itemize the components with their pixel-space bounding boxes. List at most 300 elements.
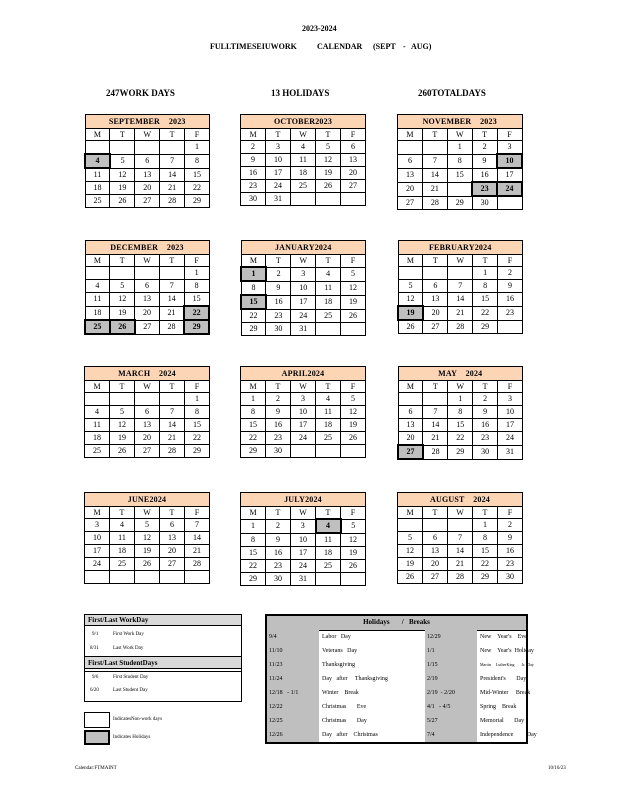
weekday-header: T bbox=[110, 129, 135, 141]
day-cell: 25 bbox=[110, 558, 135, 571]
weekday-header: F bbox=[341, 255, 366, 268]
weekday-header: W bbox=[135, 507, 160, 519]
day-cell: 14 bbox=[448, 293, 473, 307]
day-cell bbox=[341, 445, 366, 458]
day-cell: 29 bbox=[185, 445, 210, 458]
day-cell: 2 bbox=[472, 141, 497, 155]
day-cell: 28 bbox=[422, 196, 447, 210]
day-cell bbox=[110, 393, 135, 406]
day-cell: 14 bbox=[160, 168, 185, 182]
day-cell: 25 bbox=[291, 180, 316, 193]
day-cell: 5 bbox=[110, 154, 135, 168]
day-cell: 17 bbox=[291, 295, 316, 309]
holiday-name: Winter Break bbox=[322, 690, 359, 696]
day-cell: 27 bbox=[398, 196, 423, 210]
weekday-header: F bbox=[498, 381, 523, 393]
day-cell: 17 bbox=[498, 419, 523, 432]
day-cell bbox=[398, 519, 423, 532]
weekday-header: T bbox=[472, 129, 497, 141]
last-work-day-date: 8/31 bbox=[90, 646, 99, 651]
day-cell: 3 bbox=[85, 519, 110, 532]
month-title: APRIL2024 bbox=[241, 367, 366, 381]
day-cell: 19 bbox=[341, 419, 366, 432]
weekday-header: M bbox=[85, 507, 110, 519]
weekday-header: T bbox=[316, 129, 341, 141]
day-cell: 9 bbox=[472, 154, 497, 168]
day-cell: 30 bbox=[266, 323, 291, 336]
holidays-total: 13 HOLIDAYS bbox=[271, 88, 330, 98]
day-cell: 13 bbox=[398, 168, 423, 182]
day-cell: 14 bbox=[422, 168, 447, 182]
weekday-header: T bbox=[473, 507, 498, 519]
holiday-date: 11/24 bbox=[267, 672, 319, 686]
last-student-day-label: Last Student Day bbox=[113, 688, 148, 693]
weekday-header: F bbox=[184, 255, 209, 267]
day-cell: 21 bbox=[423, 432, 448, 446]
day-cell: 6 bbox=[135, 280, 160, 293]
day-cell: 23 bbox=[241, 180, 266, 193]
day-cell: 21 bbox=[160, 182, 185, 195]
day-cell: 14 bbox=[423, 419, 448, 432]
day-cell: 15 bbox=[473, 545, 498, 558]
holiday-day-cell: 10 bbox=[497, 154, 522, 168]
weekday-header: W bbox=[448, 381, 473, 393]
month-title: DECEMBER 2023 bbox=[85, 241, 209, 255]
day-cell: 28 bbox=[448, 571, 473, 584]
day-cell: 22 bbox=[448, 432, 473, 446]
weekday-header: M bbox=[241, 507, 266, 520]
day-cell: 12 bbox=[316, 154, 341, 167]
day-cell: 6 bbox=[160, 519, 185, 532]
day-cell bbox=[398, 267, 423, 280]
day-cell: 11 bbox=[85, 168, 110, 182]
holidays-breaks-title: Holidays / Breaks bbox=[267, 616, 526, 631]
work-days-total: 247WORK DAYS bbox=[106, 88, 175, 98]
month-title: SEPTEMBER 2023 bbox=[85, 115, 210, 129]
weekday-header: T bbox=[160, 129, 185, 141]
day-cell: 3 bbox=[266, 141, 291, 154]
day-cell: 2 bbox=[266, 519, 291, 533]
day-cell: 3 bbox=[291, 519, 316, 533]
holiday-date: 7/4 bbox=[425, 728, 477, 742]
holiday-name: New Year's Eve bbox=[480, 634, 527, 640]
legend-box bbox=[84, 614, 242, 672]
weekday-header: F bbox=[498, 255, 523, 267]
day-cell: 4 bbox=[85, 406, 110, 419]
day-cell: 9 bbox=[473, 406, 498, 419]
day-cell: 19 bbox=[135, 545, 160, 558]
month-calendar bbox=[240, 492, 366, 586]
month-calendar bbox=[84, 240, 210, 335]
day-cell: 23 bbox=[473, 432, 498, 446]
day-cell: 26 bbox=[398, 571, 423, 584]
day-cell bbox=[497, 196, 522, 210]
day-cell: 27 bbox=[423, 571, 448, 584]
day-cell: 17 bbox=[497, 168, 522, 182]
weekday-header: M bbox=[241, 381, 266, 393]
day-cell bbox=[423, 519, 448, 532]
weekday-header: T bbox=[160, 381, 185, 393]
day-cell: 29 bbox=[473, 571, 498, 584]
weekday-header: F bbox=[498, 507, 523, 519]
day-cell: 31 bbox=[291, 323, 316, 336]
day-cell bbox=[159, 267, 184, 280]
day-cell: 25 bbox=[316, 309, 341, 323]
day-cell: 12 bbox=[341, 533, 366, 547]
holiday-name: Memorial Day bbox=[480, 718, 525, 724]
month-title: JANUARY2024 bbox=[241, 241, 366, 255]
day-cell: 30 bbox=[266, 573, 291, 586]
day-cell: 7 bbox=[422, 154, 447, 168]
day-cell: 6 bbox=[423, 280, 448, 293]
day-cell: 18 bbox=[85, 432, 110, 445]
day-cell: 16 bbox=[498, 293, 523, 307]
day-cell: 23 bbox=[266, 309, 291, 323]
day-cell bbox=[422, 141, 447, 155]
day-cell: 17 bbox=[266, 167, 291, 180]
month-calendar bbox=[397, 366, 523, 460]
holiday-break-row bbox=[267, 686, 531, 700]
day-cell: 7 bbox=[185, 519, 210, 532]
day-cell: 11 bbox=[110, 532, 135, 545]
weekday-header: T bbox=[473, 255, 498, 267]
day-cell: 27 bbox=[135, 445, 160, 458]
day-cell: 4 bbox=[316, 267, 341, 281]
range-close: AUG) bbox=[411, 42, 432, 51]
day-cell: 1 bbox=[241, 393, 266, 406]
month-title: OCTOBER2023 bbox=[241, 115, 366, 129]
day-cell: 18 bbox=[316, 547, 341, 560]
day-cell: 20 bbox=[160, 545, 185, 558]
day-cell: 25 bbox=[316, 432, 341, 445]
holiday-name: President's Day bbox=[480, 676, 527, 682]
day-cell: 7 bbox=[423, 406, 448, 419]
day-cell bbox=[135, 141, 160, 155]
day-cell: 26 bbox=[341, 560, 366, 573]
holiday-break-row bbox=[267, 644, 534, 658]
weekday-header: T bbox=[316, 255, 341, 268]
day-cell: 11 bbox=[316, 533, 341, 547]
day-cell: 5 bbox=[110, 406, 135, 419]
day-cell bbox=[341, 193, 366, 206]
holiday-name: Independence Day bbox=[480, 732, 537, 738]
day-cell: 28 bbox=[185, 558, 210, 571]
day-cell: 5 bbox=[398, 280, 423, 293]
day-cell: 13 bbox=[423, 293, 448, 307]
day-cell: 22 bbox=[185, 182, 210, 195]
holiday-date: 9/4 bbox=[267, 630, 319, 644]
weekday-header: T bbox=[423, 381, 448, 393]
day-cell: 12 bbox=[110, 419, 135, 432]
day-cell: 5 bbox=[398, 532, 423, 545]
day-cell: 14 bbox=[185, 532, 210, 545]
holiday-day-cell: 25 bbox=[85, 320, 110, 334]
month-calendar bbox=[240, 240, 366, 336]
day-cell: 26 bbox=[110, 445, 135, 458]
day-cell: 7 bbox=[160, 406, 185, 419]
day-cell: 20 bbox=[135, 182, 160, 195]
day-cell: 13 bbox=[423, 545, 448, 558]
day-cell: 15 bbox=[185, 168, 210, 182]
day-cell bbox=[316, 445, 341, 458]
range-open: (SEPT bbox=[373, 42, 396, 51]
day-cell: 15 bbox=[447, 168, 472, 182]
day-cell: 6 bbox=[341, 141, 366, 154]
holiday-day-cell: 4 bbox=[85, 154, 110, 168]
day-cell: 29 bbox=[448, 445, 473, 459]
weekday-header: T bbox=[110, 507, 135, 519]
month-title: JULY2024 bbox=[241, 493, 366, 507]
holiday-date: 12/18 - 1/1 bbox=[267, 686, 319, 700]
weekday-header: F bbox=[185, 381, 210, 393]
day-cell bbox=[316, 193, 341, 206]
day-cell: 16 bbox=[241, 167, 266, 180]
range-dash: - bbox=[403, 42, 406, 51]
day-cell: 29 bbox=[473, 320, 498, 334]
day-cell: 21 bbox=[448, 558, 473, 571]
day-cell: 5 bbox=[135, 519, 160, 532]
nonwork-swatch bbox=[84, 712, 110, 728]
day-cell: 12 bbox=[110, 293, 135, 307]
day-cell: 14 bbox=[159, 293, 184, 307]
day-cell: 18 bbox=[110, 545, 135, 558]
day-cell: 22 bbox=[185, 432, 210, 445]
day-cell: 14 bbox=[448, 545, 473, 558]
day-cell bbox=[341, 573, 366, 586]
day-cell: 17 bbox=[291, 419, 316, 432]
day-cell: 12 bbox=[341, 406, 366, 419]
day-cell: 11 bbox=[85, 293, 110, 307]
day-cell: 15 bbox=[241, 547, 266, 560]
day-cell: 14 bbox=[160, 419, 185, 432]
day-cell: 9 bbox=[498, 532, 523, 545]
day-cell: 8 bbox=[241, 533, 266, 547]
day-cell: 28 bbox=[159, 320, 184, 334]
day-cell: 30 bbox=[473, 445, 498, 459]
day-cell: 28 bbox=[423, 445, 448, 459]
month-calendar bbox=[397, 492, 523, 584]
nonwork-label: IndicatesNon-work days bbox=[113, 717, 163, 722]
day-cell: 8 bbox=[448, 406, 473, 419]
holiday-name: Day after Thanksgiving bbox=[322, 676, 388, 682]
day-cell: 19 bbox=[110, 306, 135, 320]
day-cell bbox=[85, 571, 110, 584]
day-cell: 16 bbox=[498, 545, 523, 558]
day-cell: 4 bbox=[316, 393, 341, 406]
day-cell: 10 bbox=[85, 532, 110, 545]
day-cell: 11 bbox=[291, 154, 316, 167]
day-cell: 28 bbox=[448, 320, 473, 334]
day-cell: 6 bbox=[398, 154, 423, 168]
day-cell: 13 bbox=[135, 419, 160, 432]
weekday-header: T bbox=[110, 255, 135, 267]
day-cell bbox=[291, 193, 316, 206]
weekday-header: W bbox=[135, 255, 160, 267]
weekday-header: F bbox=[341, 129, 366, 141]
weekday-header: F bbox=[341, 507, 366, 520]
day-cell: 2 bbox=[498, 519, 523, 532]
weekday-header: T bbox=[160, 507, 185, 519]
day-cell: 11 bbox=[85, 419, 110, 432]
holiday-name: Martin LutherKing Jr. Day bbox=[480, 662, 534, 667]
day-cell bbox=[110, 571, 135, 584]
day-cell: 17 bbox=[85, 545, 110, 558]
day-cell: 22 bbox=[473, 306, 498, 320]
weekday-header: M bbox=[85, 255, 110, 267]
day-cell: 19 bbox=[341, 295, 366, 309]
weekday-header: W bbox=[448, 255, 473, 267]
holiday-day-cell: 29 bbox=[184, 320, 209, 334]
month-calendar bbox=[240, 114, 366, 206]
day-cell: 8 bbox=[185, 406, 210, 419]
day-cell: 8 bbox=[184, 280, 209, 293]
org-title: FULLTIMESEIUWORK bbox=[210, 42, 297, 51]
weekday-header: F bbox=[341, 381, 366, 393]
day-cell: 5 bbox=[110, 280, 135, 293]
weekday-header: T bbox=[159, 255, 184, 267]
holiday-break-row bbox=[267, 714, 526, 728]
day-cell: 4 bbox=[85, 280, 110, 293]
holiday-name: Mid-Winter Break bbox=[480, 690, 531, 696]
holiday-date: 12/22 bbox=[267, 700, 319, 714]
day-cell: 1 bbox=[473, 267, 498, 280]
holiday-break-row bbox=[267, 658, 534, 672]
day-cell: 1 bbox=[447, 141, 472, 155]
day-cell: 2 bbox=[473, 393, 498, 406]
weekday-header: W bbox=[291, 255, 316, 268]
weekday-header: F bbox=[497, 129, 522, 141]
day-cell: 17 bbox=[291, 547, 316, 560]
day-cell: 29 bbox=[185, 195, 210, 208]
day-cell: 27 bbox=[135, 320, 160, 334]
day-cell: 11 bbox=[316, 281, 341, 295]
month-calendar bbox=[397, 240, 523, 334]
day-cell: 12 bbox=[398, 293, 423, 307]
holiday-day-cell: 4 bbox=[316, 519, 341, 533]
day-cell: 21 bbox=[422, 182, 447, 196]
day-cell: 21 bbox=[185, 545, 210, 558]
holiday-name: Spring Break bbox=[480, 704, 517, 710]
holiday-day-cell: 26 bbox=[110, 320, 135, 334]
day-cell bbox=[291, 445, 316, 458]
day-cell bbox=[447, 182, 472, 196]
holiday-name: New Year's Holiday bbox=[480, 648, 534, 654]
day-cell: 8 bbox=[473, 532, 498, 545]
month-calendar bbox=[84, 366, 210, 458]
day-cell bbox=[316, 573, 341, 586]
day-cell: 8 bbox=[241, 406, 266, 419]
day-cell: 3 bbox=[291, 267, 316, 281]
holiday-name: Christmas Eve bbox=[322, 704, 367, 710]
day-cell: 23 bbox=[266, 560, 291, 573]
day-cell: 27 bbox=[160, 558, 185, 571]
day-cell: 24 bbox=[291, 560, 316, 573]
day-cell: 7 bbox=[159, 280, 184, 293]
weekday-header: M bbox=[398, 255, 423, 267]
day-cell: 20 bbox=[135, 432, 160, 445]
weekday-header: M bbox=[398, 129, 423, 141]
day-cell: 15 bbox=[241, 419, 266, 432]
holiday-day-cell: 27 bbox=[398, 445, 423, 459]
weekday-header: M bbox=[85, 381, 110, 393]
day-cell: 1 bbox=[448, 393, 473, 406]
day-cell: 10 bbox=[498, 406, 523, 419]
day-cell: 11 bbox=[316, 406, 341, 419]
day-cell: 19 bbox=[316, 167, 341, 180]
weekday-header: T bbox=[266, 255, 291, 268]
day-cell: 27 bbox=[135, 195, 160, 208]
holiday-date: 12/29 bbox=[425, 630, 477, 644]
weekday-header: W bbox=[447, 129, 472, 141]
day-cell: 6 bbox=[135, 406, 160, 419]
weekday-header: T bbox=[266, 507, 291, 520]
day-cell: 18 bbox=[316, 295, 341, 309]
day-cell: 31 bbox=[498, 445, 523, 459]
day-cell: 19 bbox=[398, 558, 423, 571]
first-student-day-label: First Student Day bbox=[113, 675, 149, 680]
day-cell: 23 bbox=[498, 558, 523, 571]
holiday-name: Christmas Day bbox=[322, 718, 367, 724]
calendar-year: 2023-2024 bbox=[302, 24, 337, 33]
weekday-header: F bbox=[185, 507, 210, 519]
day-cell: 27 bbox=[423, 320, 448, 334]
day-cell: 12 bbox=[341, 281, 366, 295]
day-cell: 6 bbox=[398, 406, 423, 419]
holiday-date: 12/25 bbox=[267, 714, 319, 728]
holiday-day-cell: 24 bbox=[497, 182, 522, 196]
day-cell: 15 bbox=[184, 293, 209, 307]
day-cell: 29 bbox=[241, 323, 266, 336]
day-cell bbox=[110, 141, 135, 155]
weekday-header: W bbox=[291, 381, 316, 393]
day-cell: 5 bbox=[341, 519, 366, 533]
weekday-header: T bbox=[422, 129, 447, 141]
day-cell: 24 bbox=[291, 309, 316, 323]
day-cell: 6 bbox=[135, 154, 160, 168]
day-cell: 10 bbox=[291, 281, 316, 295]
day-cell: 23 bbox=[498, 306, 523, 320]
day-cell: 31 bbox=[291, 573, 316, 586]
weekday-header: M bbox=[241, 255, 266, 268]
day-cell: 26 bbox=[135, 558, 160, 571]
day-cell: 26 bbox=[316, 180, 341, 193]
day-cell: 1 bbox=[184, 267, 209, 280]
day-cell: 28 bbox=[160, 195, 185, 208]
day-cell: 25 bbox=[85, 445, 110, 458]
day-cell: 2 bbox=[266, 393, 291, 406]
holidays-breaks-box bbox=[265, 614, 537, 744]
day-cell: 23 bbox=[266, 432, 291, 445]
day-cell: 19 bbox=[110, 182, 135, 195]
day-cell: 2 bbox=[498, 267, 523, 280]
holiday-break-row bbox=[267, 672, 526, 686]
day-cell: 9 bbox=[266, 533, 291, 547]
weekday-header: W bbox=[291, 507, 316, 520]
holiday-date: 5/27 bbox=[425, 714, 477, 728]
day-cell: 26 bbox=[341, 309, 366, 323]
day-cell bbox=[423, 267, 448, 280]
day-cell: 1 bbox=[241, 519, 266, 533]
day-cell: 16 bbox=[266, 295, 291, 309]
day-cell: 5 bbox=[341, 267, 366, 281]
day-cell: 1 bbox=[185, 141, 210, 155]
day-cell: 24 bbox=[498, 432, 523, 446]
day-cell: 13 bbox=[135, 293, 160, 307]
day-cell: 16 bbox=[266, 547, 291, 560]
day-cell: 22 bbox=[241, 560, 266, 573]
day-cell: 22 bbox=[473, 558, 498, 571]
holiday-day-cell: 1 bbox=[241, 267, 266, 281]
